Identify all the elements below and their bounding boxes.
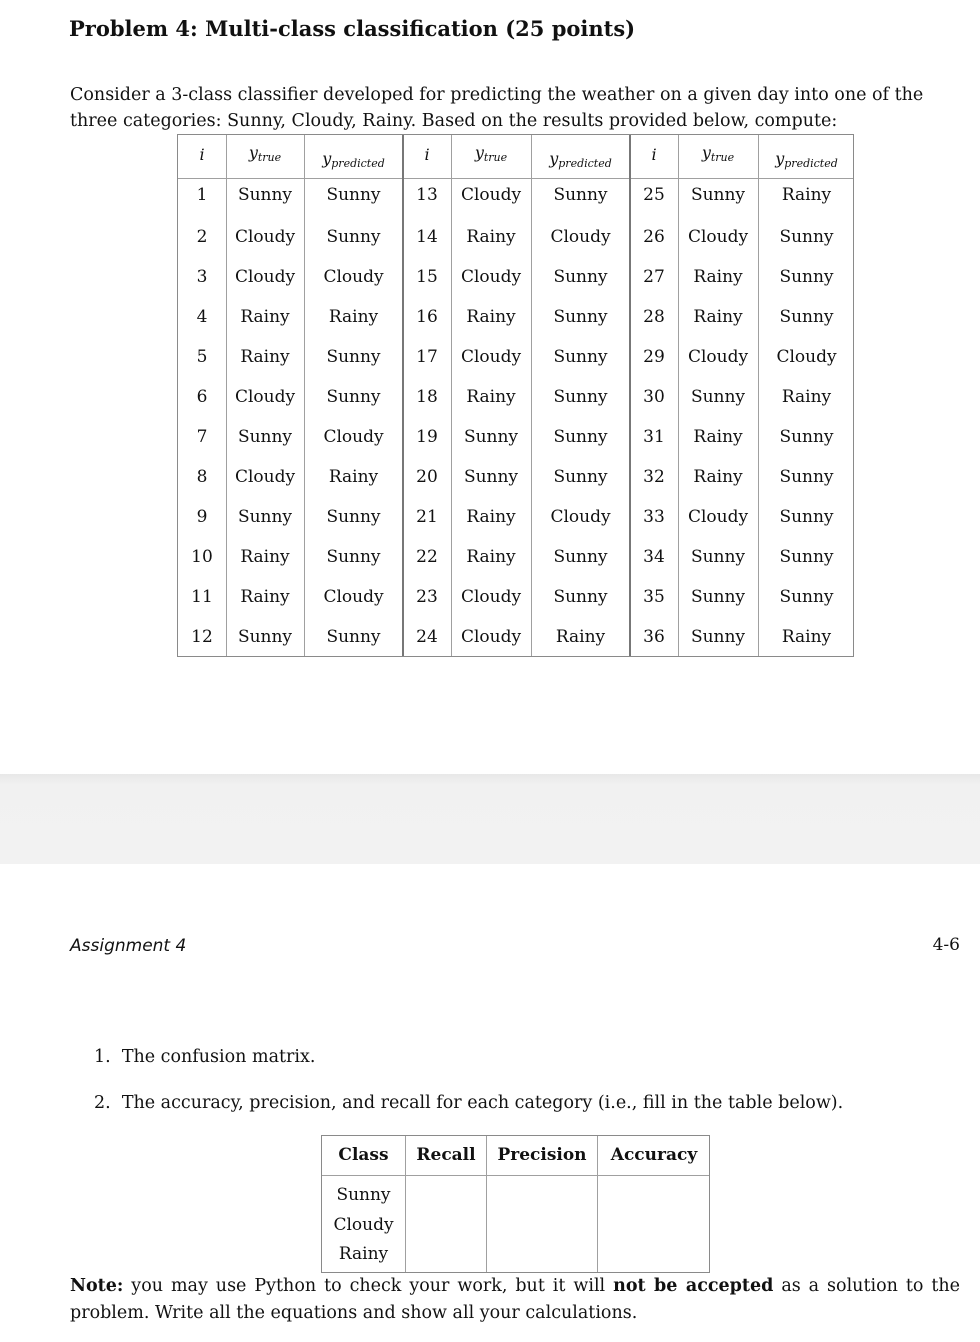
table-header-ytrue — [702, 143, 734, 164]
table-cell-index: 23 — [416, 587, 438, 607]
question-2: 2. The accuracy, precision, and recall for each category (i.e., fill in the table below). — [94, 1093, 844, 1113]
table-header-index: i — [424, 145, 430, 164]
table-cell-ypredicted: Cloudy — [323, 587, 384, 607]
table-header-ytrue — [249, 143, 281, 164]
table-cell-index: 26 — [643, 227, 665, 247]
table-cell-ytrue: Cloudy — [234, 227, 296, 247]
table-cell-ypredicted: Sunny — [326, 347, 381, 367]
header-sub-true: true — [483, 151, 508, 164]
table-header-divider — [178, 178, 853, 179]
table-cell-ypredicted: Sunny — [553, 267, 608, 287]
table-cell-ytrue: Sunny — [690, 587, 746, 607]
table-cell-index: 4 — [196, 307, 208, 327]
table-cell-ytrue: Sunny — [690, 547, 746, 567]
table-header-ypredicted — [549, 149, 612, 170]
metrics-header-recall: Recall — [416, 1145, 476, 1165]
table-cell-ypredicted: Sunny — [779, 307, 834, 327]
table-cell-index: 17 — [416, 347, 438, 367]
header-sub-predicted: predicted — [558, 157, 612, 170]
table-cell-index: 32 — [643, 467, 665, 487]
header-y: y — [248, 143, 258, 162]
table-cell-index: 13 — [416, 185, 438, 205]
table-cell-index: 36 — [643, 627, 665, 647]
table-cell-ytrue: Rainy — [466, 307, 516, 327]
table-cell-index: 25 — [643, 185, 665, 205]
table-cell-ytrue: Sunny — [237, 507, 293, 527]
table-cell-ytrue: Cloudy — [460, 587, 522, 607]
table-cell-ypredicted: Sunny — [553, 185, 608, 205]
table-cell-ytrue: Sunny — [237, 185, 293, 205]
header-y: y — [701, 143, 711, 162]
table-cell-ytrue: Rainy — [693, 267, 743, 287]
table-cell-index: 7 — [196, 427, 208, 447]
table-cell-ytrue: Cloudy — [460, 627, 522, 647]
table-cell-index: 22 — [416, 547, 438, 567]
table-cell-ytrue: Sunny — [690, 627, 746, 647]
table-cell-ytrue: Sunny — [237, 627, 293, 647]
table-cell-ypredicted: Cloudy — [776, 347, 837, 367]
metrics-header-divider — [322, 1175, 709, 1176]
table-cell-ytrue: Rainy — [693, 427, 743, 447]
table-cell-index: 33 — [643, 507, 665, 527]
table-cell-ypredicted: Sunny — [779, 427, 834, 447]
table-cell-ypredicted: Sunny — [553, 587, 608, 607]
table-header-index: i — [651, 145, 657, 164]
table-cell-ytrue: Rainy — [240, 587, 290, 607]
table-cell-index: 12 — [191, 627, 213, 647]
footer-page-number: 4-6 — [932, 935, 960, 955]
table-cell-ytrue: Cloudy — [234, 267, 296, 287]
table-cell-ytrue: Sunny — [463, 467, 519, 487]
header-y: y — [474, 143, 484, 162]
table-cell-index: 1 — [196, 185, 208, 205]
table-cell-ytrue: Cloudy — [687, 507, 749, 527]
table-cell-index: 14 — [416, 227, 438, 247]
table-cell-ytrue: Cloudy — [460, 185, 522, 205]
note-label: Note: — [70, 1276, 124, 1296]
metrics-class-cloudy: Cloudy — [333, 1215, 394, 1235]
header-y: y — [322, 149, 332, 168]
table-cell-ytrue: Cloudy — [687, 227, 749, 247]
table-cell-index: 24 — [416, 627, 438, 647]
table-cell-ypredicted: Sunny — [326, 387, 381, 407]
table-cell-ypredicted: Sunny — [553, 427, 608, 447]
table-header-ypredicted — [322, 149, 385, 170]
table-cell-index: 34 — [643, 547, 665, 567]
table-cell-ytrue: Cloudy — [687, 347, 749, 367]
table-cell-ypredicted: Sunny — [779, 227, 834, 247]
table-cell-index: 5 — [196, 347, 208, 367]
header-y: y — [549, 149, 559, 168]
note-paragraph — [70, 1273, 960, 1327]
table-cell-ytrue: Rainy — [240, 547, 290, 567]
table-cell-ypredicted: Sunny — [553, 387, 608, 407]
table-cell-ypredicted: Sunny — [326, 185, 381, 205]
header-y: y — [775, 149, 785, 168]
table-cell-index: 27 — [643, 267, 665, 287]
table-header-index: i — [199, 145, 205, 164]
table-cell-index: 9 — [196, 507, 208, 527]
page-title: Problem 4: Multi-class classification (25 points) — [69, 16, 636, 41]
table-cell-ytrue: Rainy — [693, 307, 743, 327]
table-cell-ytrue: Cloudy — [234, 387, 296, 407]
table-cell-ypredicted: Rainy — [328, 307, 379, 327]
table-cell-ytrue: Cloudy — [234, 467, 296, 487]
table-cell-ytrue: Sunny — [690, 185, 746, 205]
table-cell-ypredicted: Cloudy — [323, 427, 384, 447]
table-cell-index: 15 — [416, 267, 438, 287]
table-header-ypredicted — [775, 149, 838, 170]
table-cell-ytrue: Rainy — [466, 507, 516, 527]
table-cell-ytrue: Sunny — [463, 427, 519, 447]
table-header-ytrue — [475, 143, 507, 164]
table-cell-ypredicted: Rainy — [328, 467, 379, 487]
header-sub-predicted: predicted — [331, 157, 385, 170]
note-text-2: as a solution to the problem. Write all the equations and show all your calculations. — [70, 1276, 960, 1323]
table-cell-ypredicted: Sunny — [779, 267, 834, 287]
question-1: 1. The confusion matrix. — [94, 1047, 316, 1067]
table-cell-ytrue: Rainy — [466, 387, 516, 407]
table-cell-index: 6 — [196, 387, 208, 407]
metrics-class-sunny: Sunny — [336, 1185, 391, 1205]
table-cell-ytrue: Sunny — [690, 387, 746, 407]
table-cell-ypredicted: Rainy — [781, 627, 832, 647]
table-cell-index: 29 — [643, 347, 665, 367]
header-sub-predicted: predicted — [784, 157, 838, 170]
table-cell-ypredicted: Cloudy — [550, 227, 611, 247]
table-cell-ytrue: Rainy — [466, 547, 516, 567]
table-cell-index: 16 — [416, 307, 438, 327]
note-emphasis: not be accepted — [613, 1276, 774, 1296]
table-cell-ytrue: Rainy — [693, 467, 743, 487]
table-cell-ypredicted: Sunny — [779, 467, 834, 487]
table-cell-ytrue: Rainy — [240, 347, 290, 367]
table-cell-ypredicted: Sunny — [553, 347, 608, 367]
header-sub-true: true — [710, 151, 735, 164]
table-cell-index: 3 — [196, 267, 208, 287]
table-cell-ytrue: Cloudy — [460, 267, 522, 287]
metrics-class-rainy: Rainy — [338, 1244, 389, 1264]
table-cell-index: 35 — [643, 587, 665, 607]
table-cell-index: 18 — [416, 387, 438, 407]
table-cell-ytrue: Rainy — [466, 227, 516, 247]
table-cell-ypredicted: Cloudy — [550, 507, 611, 527]
table-cell-index: 28 — [643, 307, 665, 327]
table-cell-ypredicted: Rainy — [555, 627, 606, 647]
intro-paragraph: Consider a 3-class classifier developed for predicting the weather on a given day into one of the three categories: Sunny, Cloudy, Rainy. Based on the results provided below, compute: — [70, 85, 924, 131]
table-cell-ypredicted: Sunny — [326, 227, 381, 247]
metrics-header-accuracy: Accuracy — [610, 1145, 698, 1165]
table-cell-ypredicted: Sunny — [779, 547, 834, 567]
table-cell-ypredicted: Sunny — [326, 627, 381, 647]
metrics-header-precision: Precision — [497, 1145, 587, 1165]
results-table — [177, 134, 854, 657]
metrics-header-class: Class — [338, 1145, 389, 1165]
table-cell-index: 8 — [196, 467, 208, 487]
table-cell-index: 21 — [416, 507, 438, 527]
table-cell-index: 20 — [416, 467, 438, 487]
table-cell-ytrue: Rainy — [240, 307, 290, 327]
note-text-1: you may use Python to check your work, but it will — [123, 1276, 614, 1296]
table-cell-index: 19 — [416, 427, 438, 447]
table-cell-ypredicted: Sunny — [553, 467, 608, 487]
table-cell-index: 31 — [643, 427, 665, 447]
footer-assignment-label: Assignment 4 — [70, 936, 187, 956]
table-cell-index: 2 — [196, 227, 208, 247]
table-cell-ypredicted: Sunny — [779, 587, 834, 607]
table-cell-index: 11 — [191, 587, 213, 607]
table-cell-ypredicted: Sunny — [779, 507, 834, 527]
table-cell-ypredicted: Cloudy — [323, 267, 384, 287]
table-cell-ytrue: Sunny — [237, 427, 293, 447]
table-cell-ypredicted: Rainy — [781, 387, 832, 407]
metrics-table — [321, 1135, 710, 1273]
table-cell-ytrue: Cloudy — [460, 347, 522, 367]
page-break-band — [0, 774, 980, 864]
table-cell-ypredicted: Sunny — [553, 547, 608, 567]
table-cell-ypredicted: Rainy — [781, 185, 832, 205]
table-cell-index: 30 — [643, 387, 665, 407]
table-cell-ypredicted: Sunny — [326, 507, 381, 527]
table-cell-index: 10 — [191, 547, 213, 567]
table-cell-ypredicted: Sunny — [553, 307, 608, 327]
table-cell-ypredicted: Sunny — [326, 547, 381, 567]
header-sub-true: true — [257, 151, 282, 164]
